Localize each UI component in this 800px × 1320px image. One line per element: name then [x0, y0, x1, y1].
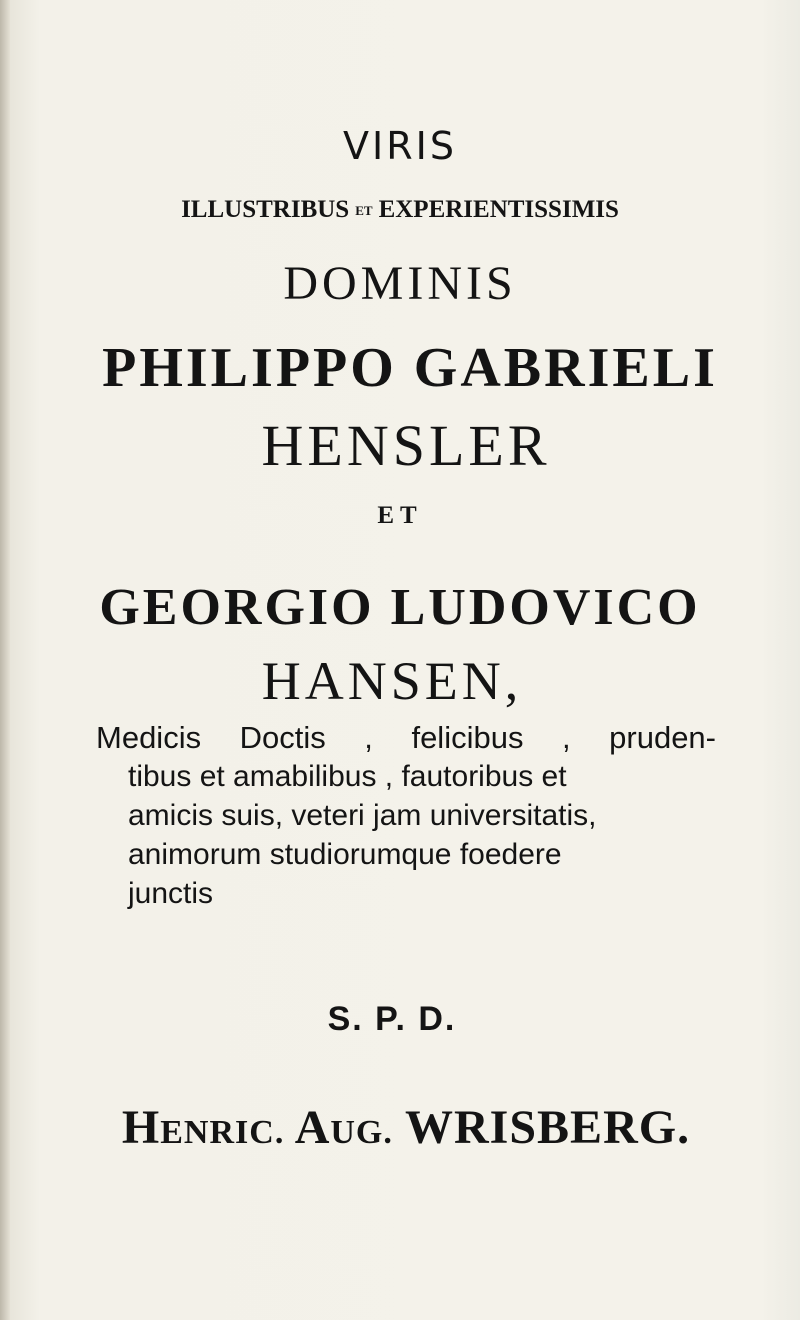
- author-signature: [6, 1100, 800, 1155]
- salutation-spd: S. P. D.: [327, 1000, 457, 1038]
- dedication-paragraph: [96, 718, 716, 913]
- dedication-line: Medicis Doctis , felicibus , pruden-: [96, 720, 716, 755]
- author-name-ug: UG.: [330, 1114, 393, 1151]
- heading-dominis: DOMINIS: [283, 257, 517, 310]
- dedication-line: amicis suis, veteri jam universitatis,: [128, 799, 597, 832]
- experientissimis-word: EXPERIENTISSIMIS: [378, 196, 619, 223]
- name-philippo-gabrieli: PHILIPPO GABRIELI: [102, 337, 718, 399]
- name-georgio-ludovico: GEORGIO LUDOVICO: [99, 579, 701, 636]
- dedication-line: animorum studiorumque foedere: [128, 838, 562, 871]
- name-hensler: HENSLER: [261, 413, 551, 478]
- heading-viris: VIRIS: [343, 124, 457, 168]
- dedication-line: junctis: [128, 877, 214, 910]
- dedication-line: tibus et amabilibus , fautoribus et: [128, 760, 567, 793]
- author-initial-a: A: [294, 1101, 331, 1154]
- illustribus-word: ILLUSTRIBUS: [181, 196, 350, 223]
- conjunction-et: ET: [377, 502, 423, 529]
- illustribus-et: ET: [355, 203, 373, 218]
- author-surname: WRISBERG.: [405, 1101, 691, 1154]
- heading-illustribus: [0, 196, 800, 224]
- author-initial-h: H: [121, 1101, 161, 1154]
- author-name-enric: ENRIC.: [160, 1114, 285, 1151]
- name-hansen: HANSEN,: [261, 651, 523, 711]
